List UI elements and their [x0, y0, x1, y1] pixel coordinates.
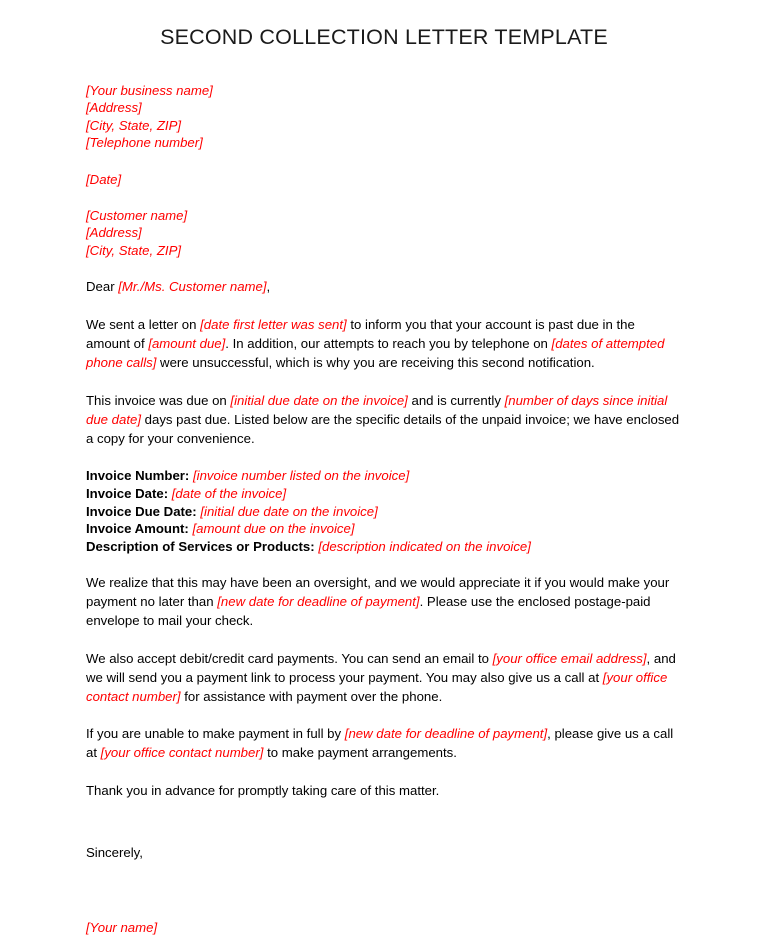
spacer: [86, 188, 680, 207]
paragraph-3: [86, 574, 680, 631]
invoice-amount-label: Invoice Amount:: [86, 521, 189, 537]
spacer: [86, 763, 680, 782]
paragraph-4: [86, 650, 680, 707]
paragraph-2: [86, 392, 680, 449]
p3-placeholder-1: [new date for deadline of payment]: [217, 594, 420, 610]
sender-address: [Address]: [86, 100, 142, 116]
document-body: [0, 52, 768, 937]
p3-text-1: We realize that this may have been an oversight, and we would appreciate it if you would make your payment no later than: [86, 575, 670, 610]
invoice-number-label: Invoice Number:: [86, 468, 190, 484]
invoice-details-list: [86, 467, 680, 555]
p4-placeholder-2: [your office contact number]: [86, 669, 668, 704]
p1-placeholder-1: [date first letter was sent]: [200, 317, 347, 333]
p5-text-2: , please give us a call at: [86, 726, 674, 761]
p1-placeholder-2: [amount due]: [148, 336, 226, 352]
p5-text-1: If you are unable to make payment in full by: [86, 726, 345, 742]
invoice-description-label: Description of Services or Products:: [86, 538, 315, 554]
spacer: [86, 52, 680, 82]
recipient-name: [Customer name]: [86, 208, 188, 224]
invoice-detail-row: [86, 520, 680, 538]
spacer: [86, 152, 680, 171]
p1-text-4: were unsuccessful, which is why you are receiving this second notification.: [156, 354, 595, 370]
signature-placeholder: [Your name]: [86, 920, 158, 936]
salutation-prefix: Dear: [86, 279, 119, 295]
p4-placeholder-1: [your office email address]: [492, 650, 647, 666]
paragraph-6: Thank you in advance for promptly taking care of this matter.: [86, 783, 440, 799]
spacer: [86, 448, 680, 467]
p4-text-2: , and we will send you a payment link to process your payment. You may also give us a call at: [86, 650, 676, 685]
p5-text-3: to make payment arrangements.: [263, 745, 457, 761]
invoice-due-date-label: Invoice Due Date:: [86, 503, 197, 519]
paragraph-1: [86, 316, 680, 373]
recipient-city-state-zip: [City, State, ZIP]: [86, 242, 182, 258]
invoice-detail-row: [86, 503, 680, 521]
p2-placeholder-1: [initial due date on the invoice]: [230, 392, 408, 408]
recipient-address-block: [86, 207, 680, 259]
date-line: [Date]: [86, 171, 122, 187]
spacer: [86, 297, 680, 316]
p2-placeholder-2: [number of days since initial due date]: [86, 392, 668, 427]
invoice-detail-row: [86, 485, 680, 503]
spacer: [86, 555, 680, 574]
sender-telephone: [Telephone number]: [86, 135, 203, 151]
recipient-address: [Address]: [86, 225, 142, 241]
spacer: [86, 801, 680, 831]
p4-text-3: for assistance with payment over the phone.: [180, 688, 443, 704]
p3-text-2: . Please use the enclosed postage-paid envelope to mail your check.: [86, 594, 651, 628]
p2-text-2: and is currently: [407, 392, 505, 408]
invoice-number-value: [invoice number listed on the invoice]: [193, 468, 410, 484]
spacer: [86, 876, 680, 906]
p5-placeholder-2: [your office contact number]: [100, 745, 264, 761]
invoice-detail-row: [86, 467, 680, 485]
salutation-suffix: ,: [266, 279, 271, 295]
sender-city-state-zip: [City, State, ZIP]: [86, 117, 182, 133]
p5-placeholder-1: [new date for deadline of payment]: [344, 726, 548, 742]
invoice-amount-value: [amount due on the invoice]: [192, 521, 355, 537]
invoice-detail-row: [86, 538, 680, 556]
spacer: [86, 259, 680, 278]
salutation-placeholder: [Mr./Ms. Customer name]: [118, 279, 267, 295]
sender-business-name: [Your business name]: [86, 82, 213, 98]
p1-placeholder-3: [dates of attempted phone calls]: [86, 336, 665, 370]
paragraph-5: [86, 725, 680, 763]
salutation: [86, 278, 680, 297]
invoice-date-label: Invoice Date:: [86, 485, 169, 501]
p1-text-2: to inform you that your account is past due in the amount of: [86, 317, 635, 352]
spacer: [86, 373, 680, 392]
invoice-date-value: [date of the invoice]: [171, 485, 287, 501]
invoice-description-value: [description indicated on the invoice]: [318, 538, 531, 554]
sender-address-block: [86, 82, 680, 152]
sign-off: Sincerely,: [86, 845, 143, 861]
p4-text-1: We also accept debit/credit card payments. You can send an email to: [86, 650, 493, 666]
spacer: [86, 706, 680, 725]
p1-text-3: . In addition, our attempts to reach you by telephone on: [225, 336, 552, 352]
page-title: SECOND COLLECTION LETTER TEMPLATE: [160, 25, 608, 49]
invoice-due-date-value: [initial due date on the invoice]: [200, 503, 378, 519]
spacer: [86, 631, 680, 650]
p2-text-3: days past due. Listed below are the specific details of the unpaid invoice; we have enclosed a copy for your convenience.: [86, 411, 680, 446]
p1-text-1: We sent a letter on: [86, 317, 201, 333]
p2-text-1: This invoice was due on: [86, 392, 231, 408]
